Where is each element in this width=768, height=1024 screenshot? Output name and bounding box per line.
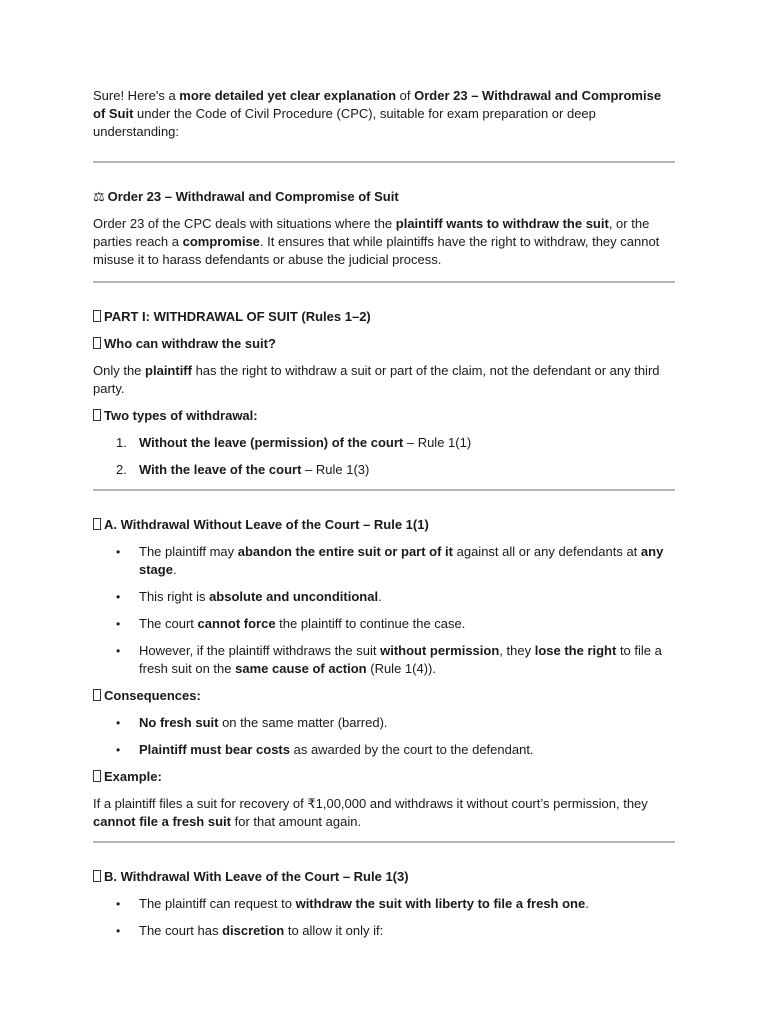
list-item: • The court has discretion to allow it only if:	[116, 923, 384, 938]
section-a-heading: A. Withdrawal Without Leave of the Court – Rule 1(1)	[93, 516, 675, 534]
list-item: • The plaintiff may abandon the entire suit or part of it against all or any defendants at any stage.	[116, 544, 664, 577]
bullet-icon: •	[116, 590, 121, 604]
bullet-icon: •	[116, 617, 121, 631]
bullet-icon: •	[116, 545, 121, 559]
bullet-icon: •	[116, 743, 121, 757]
bullet-icon: •	[116, 716, 121, 730]
section-title: ⚖ Order 23 – Withdrawal and Compromise of Suit	[93, 189, 399, 204]
section-b-heading: B. Withdrawal With Leave of the Court – Rule 1(3)	[93, 868, 675, 886]
list-item: • However, if the plaintiff withdraws the suit without permission, they lose the right to file a fresh suit on the same cause of action (Rule 1(4)).	[116, 643, 662, 676]
bullet-icon: •	[116, 897, 121, 911]
bullet-icon: •	[116, 644, 121, 658]
list-item: 1. Without the leave (permission) of the court – Rule 1(1)	[116, 435, 472, 450]
bullet-icon: •	[116, 924, 121, 938]
list-item: 2. With the leave of the court – Rule 1(3)	[116, 462, 370, 477]
consequences-heading: Consequences:	[93, 687, 675, 705]
horizontal-rule	[93, 161, 675, 163]
missing-glyph-icon	[93, 689, 101, 701]
list-item: • No fresh suit on the same matter (barred).	[116, 715, 388, 730]
horizontal-rule	[93, 281, 675, 283]
who-heading: Who can withdraw the suit?	[93, 335, 675, 353]
missing-glyph-icon	[93, 770, 101, 782]
who-paragraph: Only the plaintiff has the right to withdraw a suit or part of the claim, not the defendant or any third party.	[93, 363, 660, 396]
example-heading: Example:	[93, 768, 675, 786]
list-item: • The court cannot force the plaintiff to continue the case.	[116, 616, 466, 631]
intro-paragraph: Sure! Here's a more detailed yet clear explanation of Order 23 – Withdrawal and Compromise of Suit under the Code of Civil Procedure (CPC), suitable for exam preparation or deep understanding:	[93, 88, 662, 139]
horizontal-rule	[93, 841, 675, 843]
overview-paragraph: Order 23 of the CPC deals with situations where the plaintiff wants to withdraw the suit, or the parties reach a compromise. It ensures that while plaintiffs have the right to withdraw, they cannot misuse it to harass defendants or abuse the judicial process.	[93, 216, 660, 267]
horizontal-rule	[93, 489, 675, 491]
example-paragraph: If a plaintiff files a suit for recovery of ₹1,00,000 and withdraws it without court’s permission, they cannot file a fresh suit for that amount again.	[93, 796, 648, 829]
document-content	[93, 87, 675, 949]
missing-glyph-icon	[93, 870, 101, 882]
types-heading: Two types of withdrawal:	[93, 407, 675, 425]
list-item: • The plaintiff can request to withdraw the suit with liberty to file a fresh one.	[116, 896, 589, 911]
missing-glyph-icon	[93, 310, 101, 322]
list-item: • This right is absolute and unconditional.	[116, 589, 382, 604]
part1-heading: PART I: WITHDRAWAL OF SUIT (Rules 1–2)	[93, 308, 675, 326]
missing-glyph-icon	[93, 518, 101, 530]
list-item: • Plaintiff must bear costs as awarded by the court to the defendant.	[116, 742, 534, 757]
missing-glyph-icon	[93, 409, 101, 421]
missing-glyph-icon	[93, 337, 101, 349]
scale-icon: ⚖	[93, 189, 105, 204]
